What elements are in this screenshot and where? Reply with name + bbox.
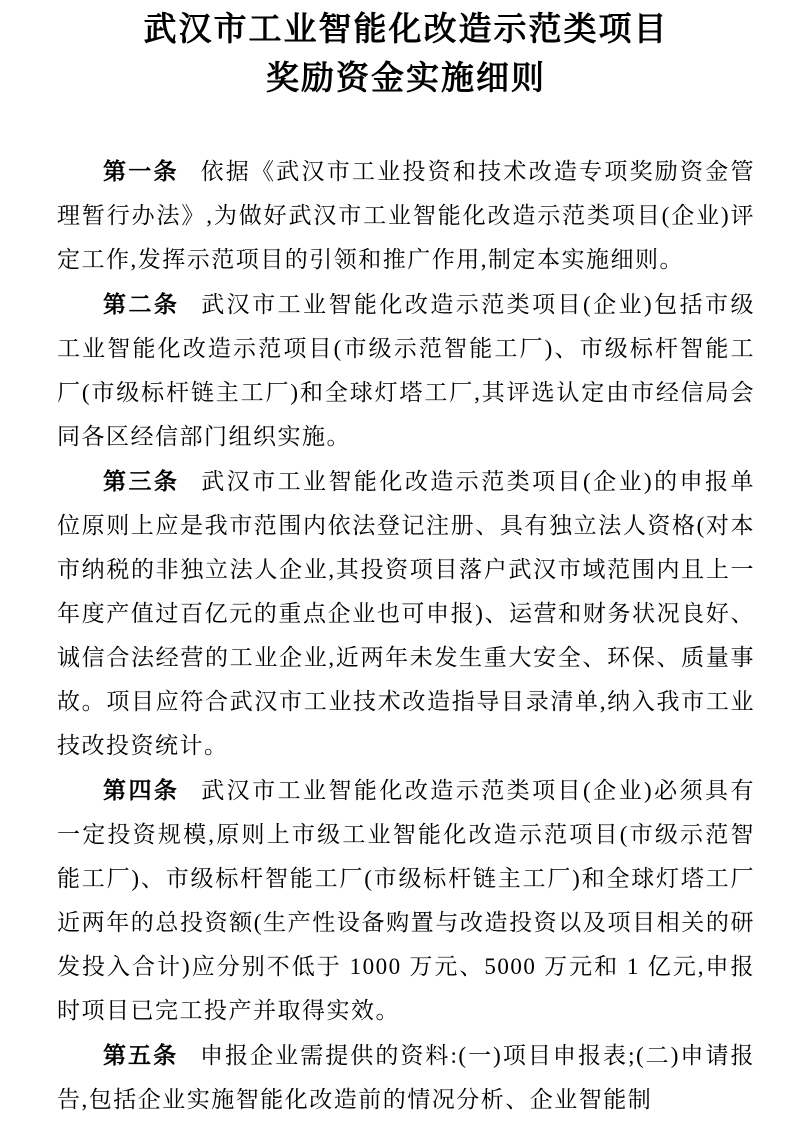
article-5-text: 申报企业需提供的资料:(一)项目申报表;(二)申请报告,包括企业实施智能化改造前的情况分析、企业智能制 (57, 1043, 756, 1112)
article-5 (57, 1033, 755, 1122)
article-2 (57, 282, 755, 459)
document-title-line-2: 奖励资金实施细则 (266, 61, 546, 97)
article-1 (57, 149, 755, 282)
article-3 (57, 459, 755, 768)
document-body (57, 149, 755, 1122)
article-3-text: 武汉市工业智能化改造示范类项目(企业)的申报单位原则上应是我市范围内依法登记注册、具有独立法人资格(对本市纳税的非独立法人企业,其投资项目落户武汉市域范围内且上一年度产值过百亿元的重点企业也可申报)、运营和财务状况良好、诚信合法经营的工业企业,近两年未发生重大安全、环保、质量事故。项目应符合武汉市工业技术改造指导目录清单,纳入我市工业技改投资统计。 (57, 469, 755, 758)
document-title-line-1: 武汉市工业智能化改造示范类项目 (143, 12, 669, 48)
article-1-text: 依据《武汉市工业投资和技术改造专项奖励资金管理暂行办法》,为做好武汉市工业智能化改造示范类项目(企业)评定工作,发挥示范项目的引领和推广作用,制定本实施细则。 (57, 159, 756, 272)
article-2-label: 第二条 (103, 291, 180, 317)
article-4-label: 第四条 (103, 777, 180, 803)
article-4 (57, 768, 755, 1033)
article-1-label: 第一条 (103, 158, 179, 184)
article-3-label: 第三条 (103, 468, 180, 494)
article-4-text: 武汉市工业智能化改造示范类项目(企业)必须具有一定投资规模,原则上市级工业智能化改造示范项目(市级示范智能工厂)、市级标杆智能工厂(市级标杆链主工厂)和全球灯塔工厂近两年的总投资额(生产性设备购置与改造投资以及项目相关的研发投入合计)应分别不低于 1000 万元、5000 万元和 1 亿元,申报时项目已完工投产并取得实效。 (57, 778, 755, 1023)
article-2-text: 武汉市工业智能化改造示范类项目(企业)包括市级工业智能化改造示范项目(市级示范智能工厂)、市级标杆智能工厂(市级标杆链主工厂)和全球灯塔工厂,其评选认定由市经信局会同各区经信部门组织实施。 (57, 292, 755, 449)
document-title (57, 6, 755, 104)
article-5-label: 第五条 (103, 1042, 179, 1068)
